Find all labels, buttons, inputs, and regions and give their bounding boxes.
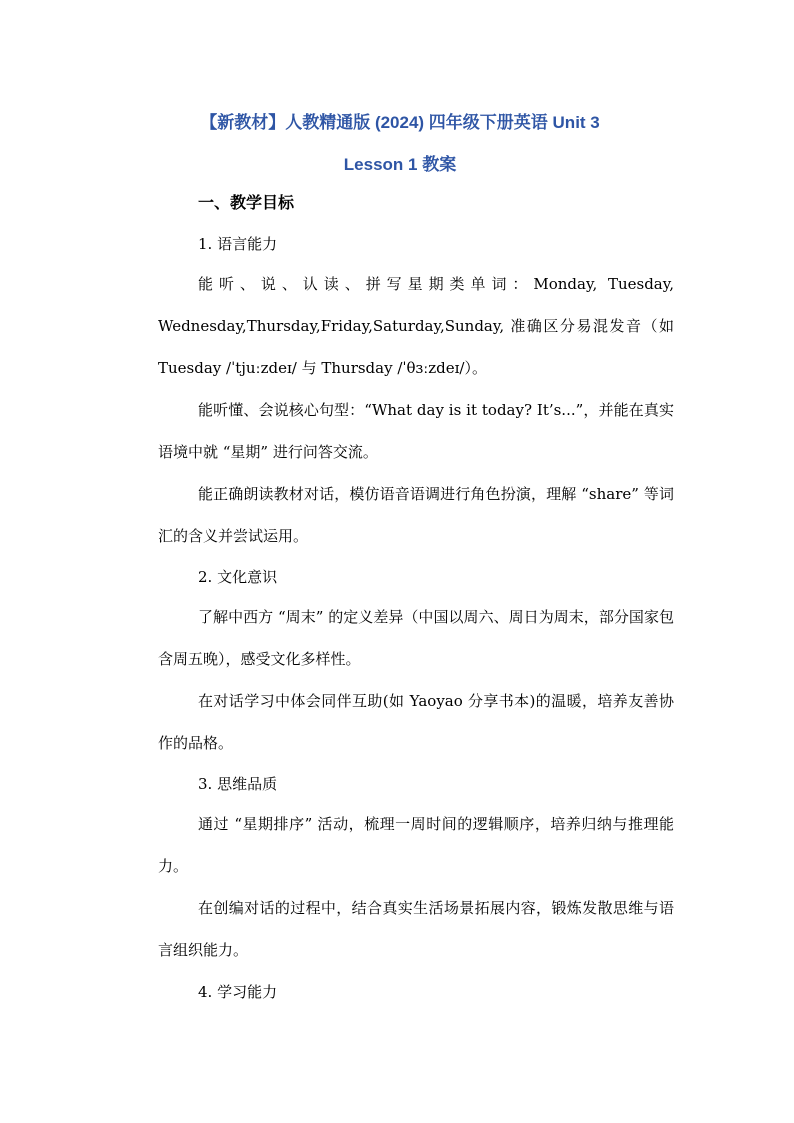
- subheading-language-ability: 1. 语言能力: [198, 235, 278, 253]
- subheading-cultural-awareness: 2. 文化意识: [198, 568, 278, 586]
- paragraph-dialogue-creation: 在创编对话的过程中，结合真实生活场景拓展内容，锻炼发散思维与语言组织能力。: [158, 899, 674, 959]
- paragraph-vocabulary: 能听、说、认读、拼写星期类单词：Monday, Tuesday, Wednesday,Thursday,Friday,Saturday,Sunday, 准确区分易混发音（如 Tuesday /ˈtjuːzdeɪ/ 与 Thursday /ˈθɜːzdeɪ/）。: [158, 275, 674, 377]
- paragraph-weekend-culture: 了解中西方 “周末” 的定义差异（中国以周六、周日为周末，部分国家包含周五晚），感受文化多样性。: [158, 608, 674, 668]
- paragraph-sentence-pattern: 能听懂、会说核心句型：“What day is it today? It’s...”，并能在真实语境中就 “星期” 进行问答交流。: [158, 401, 674, 461]
- section-heading-objectives: 一、教学目标: [198, 195, 295, 212]
- subheading-learning-ability: 4. 学习能力: [198, 983, 278, 1001]
- paragraph-peer-help: 在对话学习中体会同伴互助(如 Yaoyao 分享书本)的温暖，培养友善协作的品格。: [158, 692, 674, 752]
- paragraph-dialogue-reading: 能正确朗读教材对话，模仿语音语调进行角色扮演，理解 “share” 等词汇的含义并尝试运用。: [158, 485, 674, 545]
- subheading-thinking-quality: 3. 思维品质: [198, 775, 278, 793]
- document-title-line1: 【新教材】人教精通版 (2024) 四年级下册英语 Unit 3: [200, 113, 600, 132]
- document-title-line2: Lesson 1 教案: [343, 155, 457, 174]
- paragraph-day-ordering: 通过 “星期排序” 活动，梳理一周时间的逻辑顺序，培养归纳与推理能力。: [158, 815, 674, 875]
